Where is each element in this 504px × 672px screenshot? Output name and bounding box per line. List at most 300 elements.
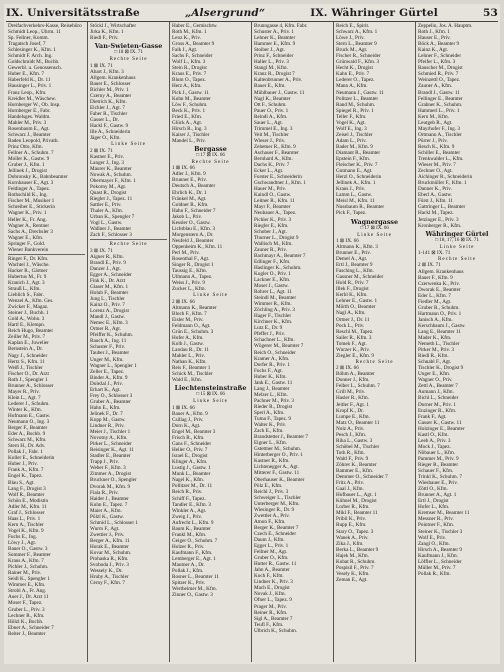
directory-entry: Tomek F., Agt. [336,340,367,347]
directory-entry: Wimmer E., Kfm. [8,582,46,589]
directory-entry: Zeiller M., Priv. 7 [8,334,46,341]
directory-entry: Sommer F., Beamter [8,552,51,559]
directory-entry: Steiner K., Tischler 3 [418,528,463,535]
directory-entry: Hartl E., Klempn. [8,322,46,329]
directory-entry: Müller M., Priv. 7 [418,564,456,571]
directory-entry: Böhm A., Beamter [336,371,375,378]
directory-entry: Prinz Otto, Kfm. [8,143,43,150]
directory-entry: Ortmann A., Tischler [418,131,462,138]
directory-entry: Allgem. Krankenhaus [90,74,136,81]
directory-entry: Winkler A., Agt. [172,507,207,514]
directory-entry: Pollak R., Kfm. [418,570,451,577]
directory-entry: Sattler E., Priv. [90,201,122,208]
directory-entry: Gattringer L., Beamter [418,204,466,211]
directory-entry: Politzer L., Beamter [336,95,379,102]
directory-entry: Sigl A., Beamter 7 [254,615,293,622]
directory-entry: Unterberger M., Kfm. [254,500,300,507]
directory-entry: Schmidt Leop., Uhrm. 11 [8,29,61,36]
directory-entry: Epstein F., Kfm. [336,156,371,163]
directory-entry: Wenzel A., Kfm. Ges. [8,298,54,305]
directory-entry: Kahn E., Priv. 7 [336,71,370,78]
directory-entry: 2 ⊠ IX. 71 [418,262,441,269]
directory-entry: Dorfer R., Priv. 1 [254,361,290,368]
directory-entry: Neumann O., Ing. 3 [8,419,50,426]
street-side-label: Linke Seite [357,231,392,238]
directory-entry: Kramer A., Kfm. [254,355,290,362]
directory-entry: Haas L., Priv. 1 [8,515,41,522]
directory-entry: Stern H., Dr. Adv. [8,443,46,450]
street-side-label: Rechte Seite [437,256,477,263]
directory-entry: Reiter J., Beamter [8,630,46,637]
directory-entry: Kirchner K., Kfm. [254,319,293,326]
directory-entry: Schöbel M., Tischler [336,443,380,450]
directory-entry: 2 ⊠ IX. 66 [336,365,359,372]
directory-entry: Altmann K., Kfm. 3 [336,243,378,250]
directory-entry: Pospisil F., Priv. 7 [336,564,374,571]
directory-entry: Goldner R., Kfm. [172,201,209,208]
directory-entry: Wald E., Kfm. [172,377,202,384]
directory-entry: Hauser E., Priv. [418,35,451,42]
directory-entry: Pirker M., Priv. 3 [418,347,454,354]
directory-entry: Hausinger L., Priv. 1 [8,83,52,90]
directory-entry: Wieser J., Priv. [254,137,286,144]
directory-entry: Pribil K., Priv. [336,516,367,523]
directory-entry: Kranich J., Agt. 3 [8,279,45,286]
directory-entry: Jakob L., Priv. [172,213,203,220]
directory-entry: Schauer F., Kfm. [418,468,454,475]
directory-entry: Frisch R., Kfm. [172,435,205,442]
directory-entry: Mandel L., Priv. [172,137,206,144]
directory-entry: Bloch F., Kfm. 7 [172,310,207,317]
directory-entry: Lackner E., Kfm. [254,276,291,283]
directory-entry: Wessely K., Dr. [90,568,123,575]
directory-entry: Weber F., Kfm. 3 [90,465,126,472]
directory-entry: Weiß J., Tischler [8,364,43,371]
directory-entry: Auer J., Dr. Arzt 11 [8,594,49,601]
directory-entry: Altmann K., Beamter [172,304,217,311]
directory-entry: Hruby A., Tischler [90,574,129,581]
directory-entry: Zeller E., Tapez. [90,368,125,375]
directory-entry: Meier J., Tischler 1 [90,429,131,436]
directory-entry: Czerny A., Beamter [90,92,132,99]
directory-entry: Kühnel M., Drogist [336,498,377,505]
directory-entry: Rauch A., Ing. 11 [90,338,127,345]
directory-entry: Rand M., Schuhm. [336,101,376,108]
directory-entry: Falk J., Agt. [172,47,198,54]
directory-entry: Kern A., Tischler [8,521,44,528]
directory-entry: Weinzettl O., Tapez. [418,77,461,84]
directory-entry: Mikl F., Beamter 11 [336,510,378,517]
directory-entry: Wolf R., Beamter [8,491,45,498]
directory-entry: Dachs K., Priv. 7 [254,162,290,169]
directory-entry: Hajek M., Kfm. [336,552,369,559]
directory-entry: Hackl F., Gastw. 9 [90,123,129,130]
directory-entry: Teufl F., Kfm. [254,621,284,628]
street-side-label: Linke Seite [111,141,146,148]
directory-entry: Hornberger E., Fabr. [8,107,51,114]
directory-entry: Ehrlich K., Dr. 1 [172,189,207,196]
directory-column-6 [416,22,498,662]
directory-entry: Trenkwalder L., Kfm. [418,156,464,163]
directory-entry: Eder A., Buchb. 9 [8,431,46,438]
header-right-street: IX. Währinger Gürtel [310,7,438,19]
directory-entry: Wimmer R., Kfm. [254,301,292,308]
directory-entry: Hahn F., Schneider 7 [172,207,216,214]
directory-entry: Melzer L., Kfm. [254,391,288,398]
directory-entry: Kainz K., Agt. [418,47,449,54]
directory-entry: Danzer J., Agt. [90,265,121,272]
directory-entry: Neubauer A., Tapez. [254,210,297,217]
directory-entry: Reindl A., Kfm. [254,113,288,120]
directory-entry: Stadler E., Beamter [90,453,131,460]
directory-entry: Janisch A., Kfm. [418,316,453,323]
directory-entry: Handelsges. Waldm. [8,113,51,120]
directory-entry: Unger M., Kfm. [90,356,124,363]
directory-entry: Taussig E., Kfm. [172,268,207,275]
street-heading: Währinger Gürtel [425,229,489,238]
directory-entry: Maurer K., Beamter [90,165,132,172]
directory-entry: Wolf E., Priv. [418,534,447,541]
directory-entry: Bauer E., Schlosser [90,80,131,87]
directory-entry: Cerny F., Kfm. 7 [90,580,126,587]
directory-entry: Trimmel E., Ing. 3 [254,125,293,132]
directory-entry: Leutgeb R., Agt. [418,119,453,126]
directory-entry: Dobronsky K., Bahnbeamter [8,174,68,181]
directory-entry: Rosenthal F., Agt. [172,256,210,263]
directory-entry: Rohrer L., Agt. 11 [254,289,292,296]
directory-entry: Kastl O., Kfm. [418,431,449,438]
directory-entry: Prinz F., Schneider [254,53,294,60]
directory-entry: Gruber J., Kfm. 1 [8,162,45,169]
street-heading: Wagnergasse [350,217,399,226]
directory-entry: Wallner J., Beamter [90,226,132,233]
directory-entry: Eigner L., Kfm. [254,440,287,447]
directory-entry: Mahler M., Priv. 3 [8,119,47,126]
directory-entry: Reich Hugo, Beamter [8,328,54,335]
directory-entry: Lang E., Beamter 11 [418,328,461,335]
directory-entry: Berger K., Beamter 7 [254,524,299,531]
directory-entry: Weiss J., Priv. 9 [172,280,205,287]
directory-entry: Rauscher M., Drogist [418,65,463,72]
directory-entry: Fuchs F., Agt. [254,367,283,374]
directory-entry: Roth M., Kfm. 1 [172,29,207,36]
directory-entry: Mayer R., Priv. [8,388,40,395]
directory-entry: Pauer O., Priv. 1 [254,107,289,114]
directory-entry: Meisl M., Kfm. 11 [336,198,375,205]
directory-entry: Schick M., Tischler [172,371,213,378]
directory-entry: Bauer F., Kfm. 9 [418,274,453,281]
directory-entry: Seidl K., Spengler 1 [8,576,50,583]
directory-entry: Moller K., Gastw. 9 [8,156,50,163]
directory-entry: Wertheimer M., Kfm. [172,586,217,593]
directory-entry: Langer J., Ing. 3 [90,159,124,166]
directory-entry: Sachs A., Drechsler 3 [8,228,53,235]
directory-entry: Zeman E., Agt. [336,576,368,583]
directory-entry: Wagner K., Priv. 1 [8,210,47,217]
directory-entry: Pürrer J., Priv. [418,137,448,144]
street-heading: Bergasse [194,144,227,153]
directory-entry: Fischer R., Schneider [336,53,381,60]
directory-entry: Berka L., Beamter 9 [336,546,379,553]
directory-entry: Reich E., Spirit. [336,23,370,29]
directory-entry: Herz A., Kfm. [172,83,202,90]
directory-entry: Morgenstern A., Dr. [172,231,214,238]
directory-entry: Lindner R., Priv. [90,423,125,430]
directory-entry: Oberhauser K., Beamter [254,476,305,483]
directory-entry: Grünwald F., Kfm. 3 [336,59,380,66]
directory-entry: Kraus E., Priv. 7 [172,71,207,78]
directory-entry: Jeitler F., Agt. 1 [336,401,370,408]
directory-entry: Wieser M., Priv. 7 [418,162,456,169]
directory-entry: Rothschild K., Ing. [8,192,48,199]
directory-entry: Bruck M., Agt. [336,47,368,54]
directory-entry: Adam L., Priv. [336,137,367,144]
directory-entry: Bernhard A., Kfm. [254,156,293,163]
street-postal-info: □ 17 ⊠ IX. 66 [196,152,225,158]
directory-entry: Nathan K., Kfm. [172,359,207,366]
directory-entry: Lumpe E., Kfm. [336,413,370,420]
directory-entry: Gaal J., Kfm. [336,486,364,493]
directory-entry: Stöckl J., Wirtschafter [90,23,137,29]
page-number: 53 [482,7,498,19]
directory-entry: Reich R., Priv. [172,489,203,496]
directory-entry: Lustig J., Gastw. 1 [172,465,211,472]
directory-entry: Ullmann A., Tapez. [172,274,213,281]
directory-entry: Zöhrer K., Beamter [336,462,377,468]
directory-entry: Tuma F., Tapez. 9 [254,416,291,423]
directory-entry: Kerbl K., Kfm. [336,292,368,299]
directory-entry: Berger A., Kfm. 11 [90,537,130,544]
directory-entry: Gruber O., Kfm. [254,555,289,562]
directory-entry: Roth J., Spengler 1 [8,376,48,383]
directory-entry: Moser J., Gastw. [254,283,289,290]
directory-entry: Kopp M., Gastw. [90,416,126,423]
directory-entry: Wolf L., Kfm. 3 [172,59,206,66]
directory-entry: Stein R., Drogist [172,65,207,72]
directory-entry: Lorber R., Kfm. [336,504,370,511]
directory-entry: Ertl J., Drogist [418,498,449,505]
directory-entry: Bauer O., Gastw. 3 [8,546,48,553]
directory-entry: Waltl F., Priv. 9 [336,455,369,462]
directory-entry: Baum K., Beamter [172,525,211,532]
directory-entry: Heller O., Priv. 7 [172,447,208,454]
directory-entry: Gasser L., Dr. [90,116,119,123]
directory-entry: Ortner J., Dr. 11 [336,316,370,323]
directory-entry: Schiff F., Tapez. [172,495,206,502]
directory-entry: Zechner O., Agt. [418,168,453,175]
directory-entry: 1 ⊠ IX. 71 [90,62,113,69]
directory-entry: Jellinek A., Kfm. 1 [336,180,376,187]
directory-entry: Novotny A., Kfm. [90,435,128,442]
street-side-label: Linke Seite [193,292,228,299]
directory-entry: Schwarz M., Kfm. [8,437,47,444]
section-divider [90,239,167,240]
directory-entry: Geiger O., Schuhm. 7 [172,537,218,544]
directory-entry: Zeisel J., Tischler [336,131,373,138]
directory-entry: Eberl A., Gastw. [418,192,453,199]
street-postal-info: □ 18 ⊠ IX. 71 [114,50,143,56]
directory-entry: Engel K., Tapez. [8,473,43,480]
directory-entry: Singer R., Drogist 1 [172,262,214,269]
directory-entry: Fiedler M., Agt. [418,298,452,305]
directory-entry: Diamant R., Beamter [336,149,381,156]
directory-entry: Dorner M., Priv. 1 [418,401,456,408]
directory-entry: Lichtenegger A., Agt. [254,464,299,471]
directory-entry: Zettl A., Beamter 7 [418,383,458,390]
directory-entry: Egger L., Priv. 1 [254,543,289,550]
directory-entry: Mock J., Tapez. [418,443,451,450]
directory-entry: Fleischer K., Priv. 7 [336,162,378,169]
directory-entry: Gruber A., Beamter [90,398,131,405]
directory-entry: Lang J., Beamter [254,385,290,392]
directory-entry: Goldschmidt M., Buchb. [8,59,60,66]
directory-entry: Reisinger K., Agt. 11 [90,447,134,454]
directory-entry: Jank E., Gastw. 11 [254,379,293,386]
directory-entry: Eichler J., Agt. 7 [90,104,125,111]
directory-entry: Leeb A., Priv. 3 [418,437,451,444]
directory-entry: Amon F., Kfm. [254,518,286,525]
directory-entry: Mitterer F., Gastw. 11 [254,470,300,477]
directory-entry: Aumann J., Kfm. [418,389,454,396]
directory-entry: Feldinger A., Tapez. [8,186,51,193]
directory-entry: Hirsch R., Ing. 3 [172,125,207,132]
directory-entry: Hager F., Tischler [254,313,292,320]
directory-entry: Huber J., Priv. [8,461,38,468]
directory-entry: Kaufmann F., Kfm. [172,549,213,556]
directory-entry: Hauer M., Priv. [254,186,287,193]
directory-entry: Vogel K., Kfm. 9 [8,527,44,534]
directory-entry: Rieder R., Drogist [254,403,293,410]
directory-entry: Pfeiffer K., Schuhm. [90,332,133,339]
directory-column-4 [252,22,334,662]
directory-entry: Mautner A., Dr. [172,562,205,569]
directory-entry: Dietrich K., Kfm. [90,98,127,105]
directory-entry: Aigner R., Kfm. [90,253,124,260]
directory-entry: Pichler K., Priv. 3 [254,216,292,223]
directory-entry: Gewerbl. u. Genossensch. [8,65,63,72]
directory-entry: Gold A., Wohn. 3 [8,316,45,323]
directory-entry: Daum J., Kfm. [254,536,285,543]
directory-entry: Gruber L., Priv. 3 [8,606,45,613]
directory-entry: Brunner E., Priv. [336,250,371,256]
directory-entry: Brandstetter J., Beamter 7 [254,434,309,441]
directory-entry: Prohaska R., Kfm. [90,556,129,563]
directory-entry: Kovar M., Schuhm. [90,550,132,557]
directory-entry: Pammer M., Priv. 9 [418,455,459,462]
directory-entry: Huber E., Kfm. 7 [8,71,45,78]
street-postal-info: □ 15 ⊠ IX. 66 [196,392,225,398]
directory-entry: Ille A., Schneiderin [90,129,131,136]
directory-entry: Blum O., Tapez. [172,77,206,84]
street-postal-info: □ 17 ⊠ IX. 66 [360,225,389,231]
directory-entry: Rupp E., Kfm. [336,522,367,529]
directory-entry: Schuster F., Priv. [90,344,126,351]
directory-entry: Tauber J., Beamter [90,350,130,357]
directory-entry: Brunngasse 4, Kfm. Fabr. [254,23,308,29]
directory-entry: Pachner M., Priv. 3 [254,397,295,404]
directory-entry: Hasler R., Kfm. [336,395,369,402]
directory-entry: Zöttl O., Kfm. [418,486,448,493]
directory-entry: Holzer R., Priv. [172,543,205,550]
directory-entry: Fritz A., Priv. [336,480,365,487]
directory-entry: Schnabl F., Agt. [418,359,452,366]
directory-entry: Brunner A., Schlosser [8,382,54,389]
directory-entry: Nemeth L., Tischler [418,341,460,348]
directory-entry: Wachtel J., Wäsche. [8,261,50,268]
directory-entry: Kogler O., Priv. 1 [254,270,291,277]
directory-column-5 [334,22,416,662]
header-district: „Alsergrund“ [184,7,266,19]
directory-entry: Lutz E., Dr. 9 [254,325,283,332]
directory-entry: Baden Leopold, Privatb. [8,137,59,144]
directory-entry: Blau S., Agt. [8,479,35,486]
directory-entry: Schwarz J., Beamter [8,131,51,138]
directory-entry: Zweig J., Priv. [172,513,203,520]
street-postal-info: □ 18, 17, 16 ⊠ IX. 71 [435,237,479,243]
directory-entry: Haslinger K., Schuhm. [254,264,302,271]
directory-entry: Vesely K., Kfm. [336,570,370,577]
directory-entry: Allgem. Krankenhaus [418,268,464,275]
directory-entry: Zehetner R., Kfm. 9 [254,143,296,150]
directory-entry: Hacker R., Gärtner [8,267,48,274]
directory-entry: Rainer M., Priv. [8,570,42,577]
directory-entry: Teller F., Kfm. [336,113,367,120]
directory-entry: Doležal J., Priv. [90,380,123,387]
directory-entry: Holzinger E., Beamter [418,425,465,432]
directory-entry: Zika J., Kfm. [336,540,364,547]
directory-entry: Prager M., Priv. [254,603,287,610]
directory-entry: Pollitzer M., Dr. 11 [172,483,213,490]
directory-entry: Löwe J., Priv. [336,35,365,42]
directory-entry: Kastner E., Priv. [90,153,125,160]
directory-entry: Aufrecht L., Kfm. 9 [172,519,214,526]
directory-entry: Koch F., Kfm. [254,573,284,580]
directory-entry: Munk L., Beamter [172,471,211,478]
directory-entry: Wiener Bankverein [8,246,49,253]
directory-entry: Brunner A., Agt. 1 [418,492,457,499]
directory-entry: Fellner A., Schuhm. 7 [8,149,54,156]
directory-entry: Springer F., Gold. [8,240,46,247]
directory-entry: Kern M., Kfm. [418,113,449,120]
directory-entry: Pick J., Gastw. 11 [172,89,209,96]
directory-entry: Wurm F., Agt. [90,525,120,532]
directory-entry: Zimmer A., Drogist [90,471,131,478]
directory-entry: Abart J., Kfm. 3 [90,68,124,75]
directory-entry: Hofmann E., Gastw. [8,413,51,419]
directory-entry: Mann A., Kfm. [336,83,368,90]
directory-entry: Fiala R., Priv. [90,489,119,496]
directory-entry: Löwy J., Agt. [8,539,37,546]
directory-entry: Gasser K., Gastw. 11 [418,419,462,426]
directory-entry: Kohn M., Beamter [172,95,211,102]
directory-entry: Ertl J., Beamter 9 [336,262,373,269]
street-side-label: Rechte Seite [191,158,230,165]
directory-entry: 2 ⊠ IX. 71 [90,147,113,154]
directory-entry: Felber L., Schuhm. 7 [336,383,380,390]
directory-entry: Kraus J., Priv. [336,186,366,193]
directory-entry: Nussbaum R., Beamter [336,204,385,211]
directory-page [4,4,500,664]
directory-entry: Nöbauer L., Kfm. [418,449,456,456]
directory-entry: Hofbauer L., Agt. 1 [336,492,377,499]
directory-entry: Schön E., Modistin [8,497,49,504]
directory-entry: Perl M., Priv. [172,250,200,256]
directory-column-2 [88,22,170,662]
directory-entry: Quast R., Drogist [90,189,127,196]
directory-entry: Hölzl K., Buchh. [8,618,44,625]
directory-entry: Brandl E., Priv. 9 [90,259,126,266]
directory-entry: Reiner R., Kfm. [254,609,288,616]
